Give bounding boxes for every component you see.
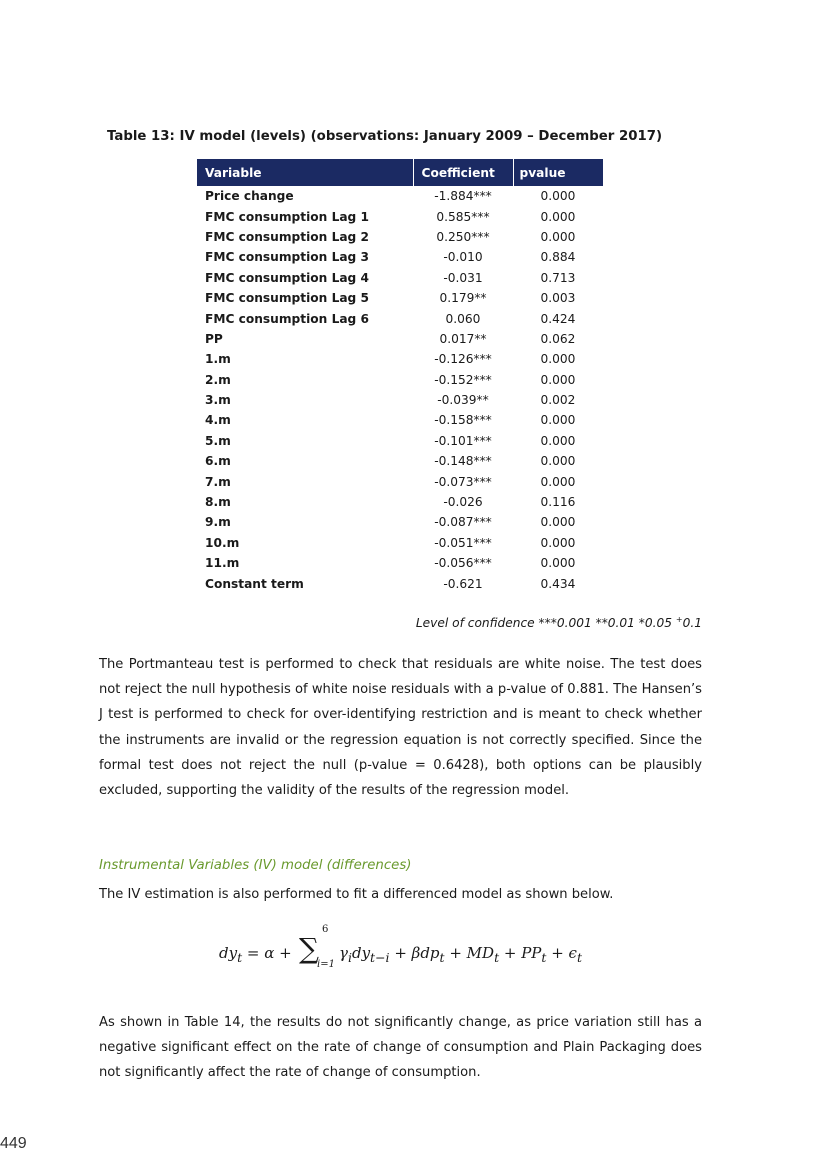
cell-variable: FMC consumption Lag 6 [205,311,370,326]
cell-pvalue: 0.884 [540,250,576,265]
cell-coefficient: -0.039** [437,393,489,408]
cell-variable: FMC consumption Lag 1 [205,209,370,224]
iv-levels-table [197,159,603,594]
cell-pvalue: 0.000 [540,515,576,530]
table-row [197,288,603,308]
table-row [197,390,603,410]
cell-pvalue: 0.000 [540,433,576,448]
cell-pvalue: 0.000 [540,352,576,367]
page-number: 449 [0,1135,27,1152]
cell-pvalue: 0.000 [540,372,576,387]
cell-variable: 2.m [205,372,231,387]
cell-variable: Price change [205,189,294,204]
cell-variable: 1.m [205,352,231,367]
cell-pvalue: 0.000 [540,556,576,571]
cell-coefficient: -0.101*** [434,433,492,448]
cell-coefficient: -0.621 [443,576,483,591]
table-row [197,349,603,369]
table-row [197,370,603,390]
cell-coefficient: -0.026 [443,495,483,510]
table-row [197,512,603,532]
table-row [197,247,603,267]
table-row [197,206,603,226]
cell-variable: 5.m [205,433,231,448]
cell-variable: 4.m [205,413,231,428]
cell-pvalue: 0.000 [540,413,576,428]
cell-pvalue: 0.434 [540,576,576,591]
cell-variable: FMC consumption Lag 4 [205,270,370,285]
cell-variable: 8.m [205,495,231,510]
cell-coefficient: -0.158*** [434,413,492,428]
cell-coefficient: 0.017** [439,331,487,346]
table-row [197,308,603,328]
cell-variable: 9.m [205,515,231,530]
cell-pvalue: 0.424 [540,311,576,326]
header-variable: Variable [197,159,413,186]
cell-coefficient: -1.884*** [434,189,492,204]
cell-coefficient: -0.073*** [434,474,492,489]
sum-upper-limit: 6 [322,924,329,935]
cell-variable: 11.m [205,556,240,571]
table-row [197,431,603,451]
cell-variable: 10.m [205,535,240,550]
table-row [197,227,603,247]
cell-coefficient: -0.148*** [434,454,492,469]
cell-variable: FMC consumption Lag 2 [205,229,370,244]
cell-variable: 6.m [205,454,231,469]
cell-coefficient: -0.152*** [434,372,492,387]
table-row [197,492,603,512]
cell-coefficient: -0.010 [443,250,483,265]
cell-pvalue: 0.000 [540,229,576,244]
cell-variable: 3.m [205,393,231,408]
cell-coefficient: 0.585*** [436,209,490,224]
cell-pvalue: 0.000 [540,189,576,204]
cell-variable: FMC consumption Lag 5 [205,291,370,306]
table-row [197,553,603,573]
cell-variable: 7.m [205,474,231,489]
cell-variable: Constant term [205,576,304,591]
table-header-row [197,159,603,186]
table-row [197,329,603,349]
cell-coefficient: 0.179** [439,291,487,306]
cell-coefficient: 0.060 [445,311,481,326]
header-pvalue: pvalue [513,159,603,186]
cell-pvalue: 0.116 [540,495,576,510]
table-row [197,410,603,430]
cell-pvalue: 0.062 [540,331,576,346]
subheading-iv-differences: Instrumental Variables (IV) model (differences) [99,858,412,873]
cell-pvalue: 0.000 [540,535,576,550]
table-row [197,573,603,593]
equation-rhs: $\gamma_idy_{t-i} + \beta dp_t + MD_t + PP_t + \epsilon_t$ [339,944,582,965]
cell-coefficient: 0.250*** [436,229,490,244]
table-row [197,186,603,206]
cell-coefficient: -0.126*** [434,352,492,367]
cell-pvalue: 0.000 [540,454,576,469]
table-row [197,451,603,471]
paragraph-results: As shown in Table 14, the results do not significantly change, as price variation still has a negative significant effect on the rate of change of consumption and Plain Packaging does not significantly affect the rate of change of consumption. [99,1015,702,1081]
paragraph-intro-equation: The IV estimation is also performed to fit a differenced model as shown below. [99,887,614,902]
summation-symbol: ∑ [299,932,319,965]
cell-coefficient: -0.031 [443,270,483,285]
table-row [197,268,603,288]
sum-lower-limit: i=1 [317,959,335,970]
cell-variable: PP [205,331,223,346]
cell-coefficient: -0.087*** [434,515,492,530]
cell-pvalue: 0.003 [540,291,576,306]
cell-pvalue: 0.000 [540,474,576,489]
equation-lhs: $dy_t = \alpha$ + [219,944,292,965]
cell-variable: FMC consumption Lag 3 [205,250,370,265]
table-caption: Table 13: IV model (levels) (observations: January 2009 – December 2017) [107,129,663,144]
cell-pvalue: 0.002 [540,393,576,408]
table-row [197,533,603,553]
header-coefficient: Coefficient [413,159,513,186]
paragraph-tests: The Portmanteau test is performed to check that residuals are white noise. The test does not reject the null hypothesis of white noise residuals with a p-value of 0.881. The Hansen’s J test is performed to check for over-identifying restriction and is meant to check whether the instruments are invalid or the regression equation is not correctly specified. Since the formal test does not reject the null (p-value = 0.6428), both options can be plausibly excluded, supporting the validity of the results of the regression model. [99,657,702,799]
cell-coefficient: -0.051*** [434,535,492,550]
confidence-note: Level of confidence ***0.001 **0.01 *0.05 +0.1 [415,615,702,631]
cell-coefficient: -0.056*** [434,556,492,571]
cell-pvalue: 0.000 [540,209,576,224]
regression-equation [219,922,619,982]
cell-pvalue: 0.713 [540,270,576,285]
table-row [197,471,603,491]
